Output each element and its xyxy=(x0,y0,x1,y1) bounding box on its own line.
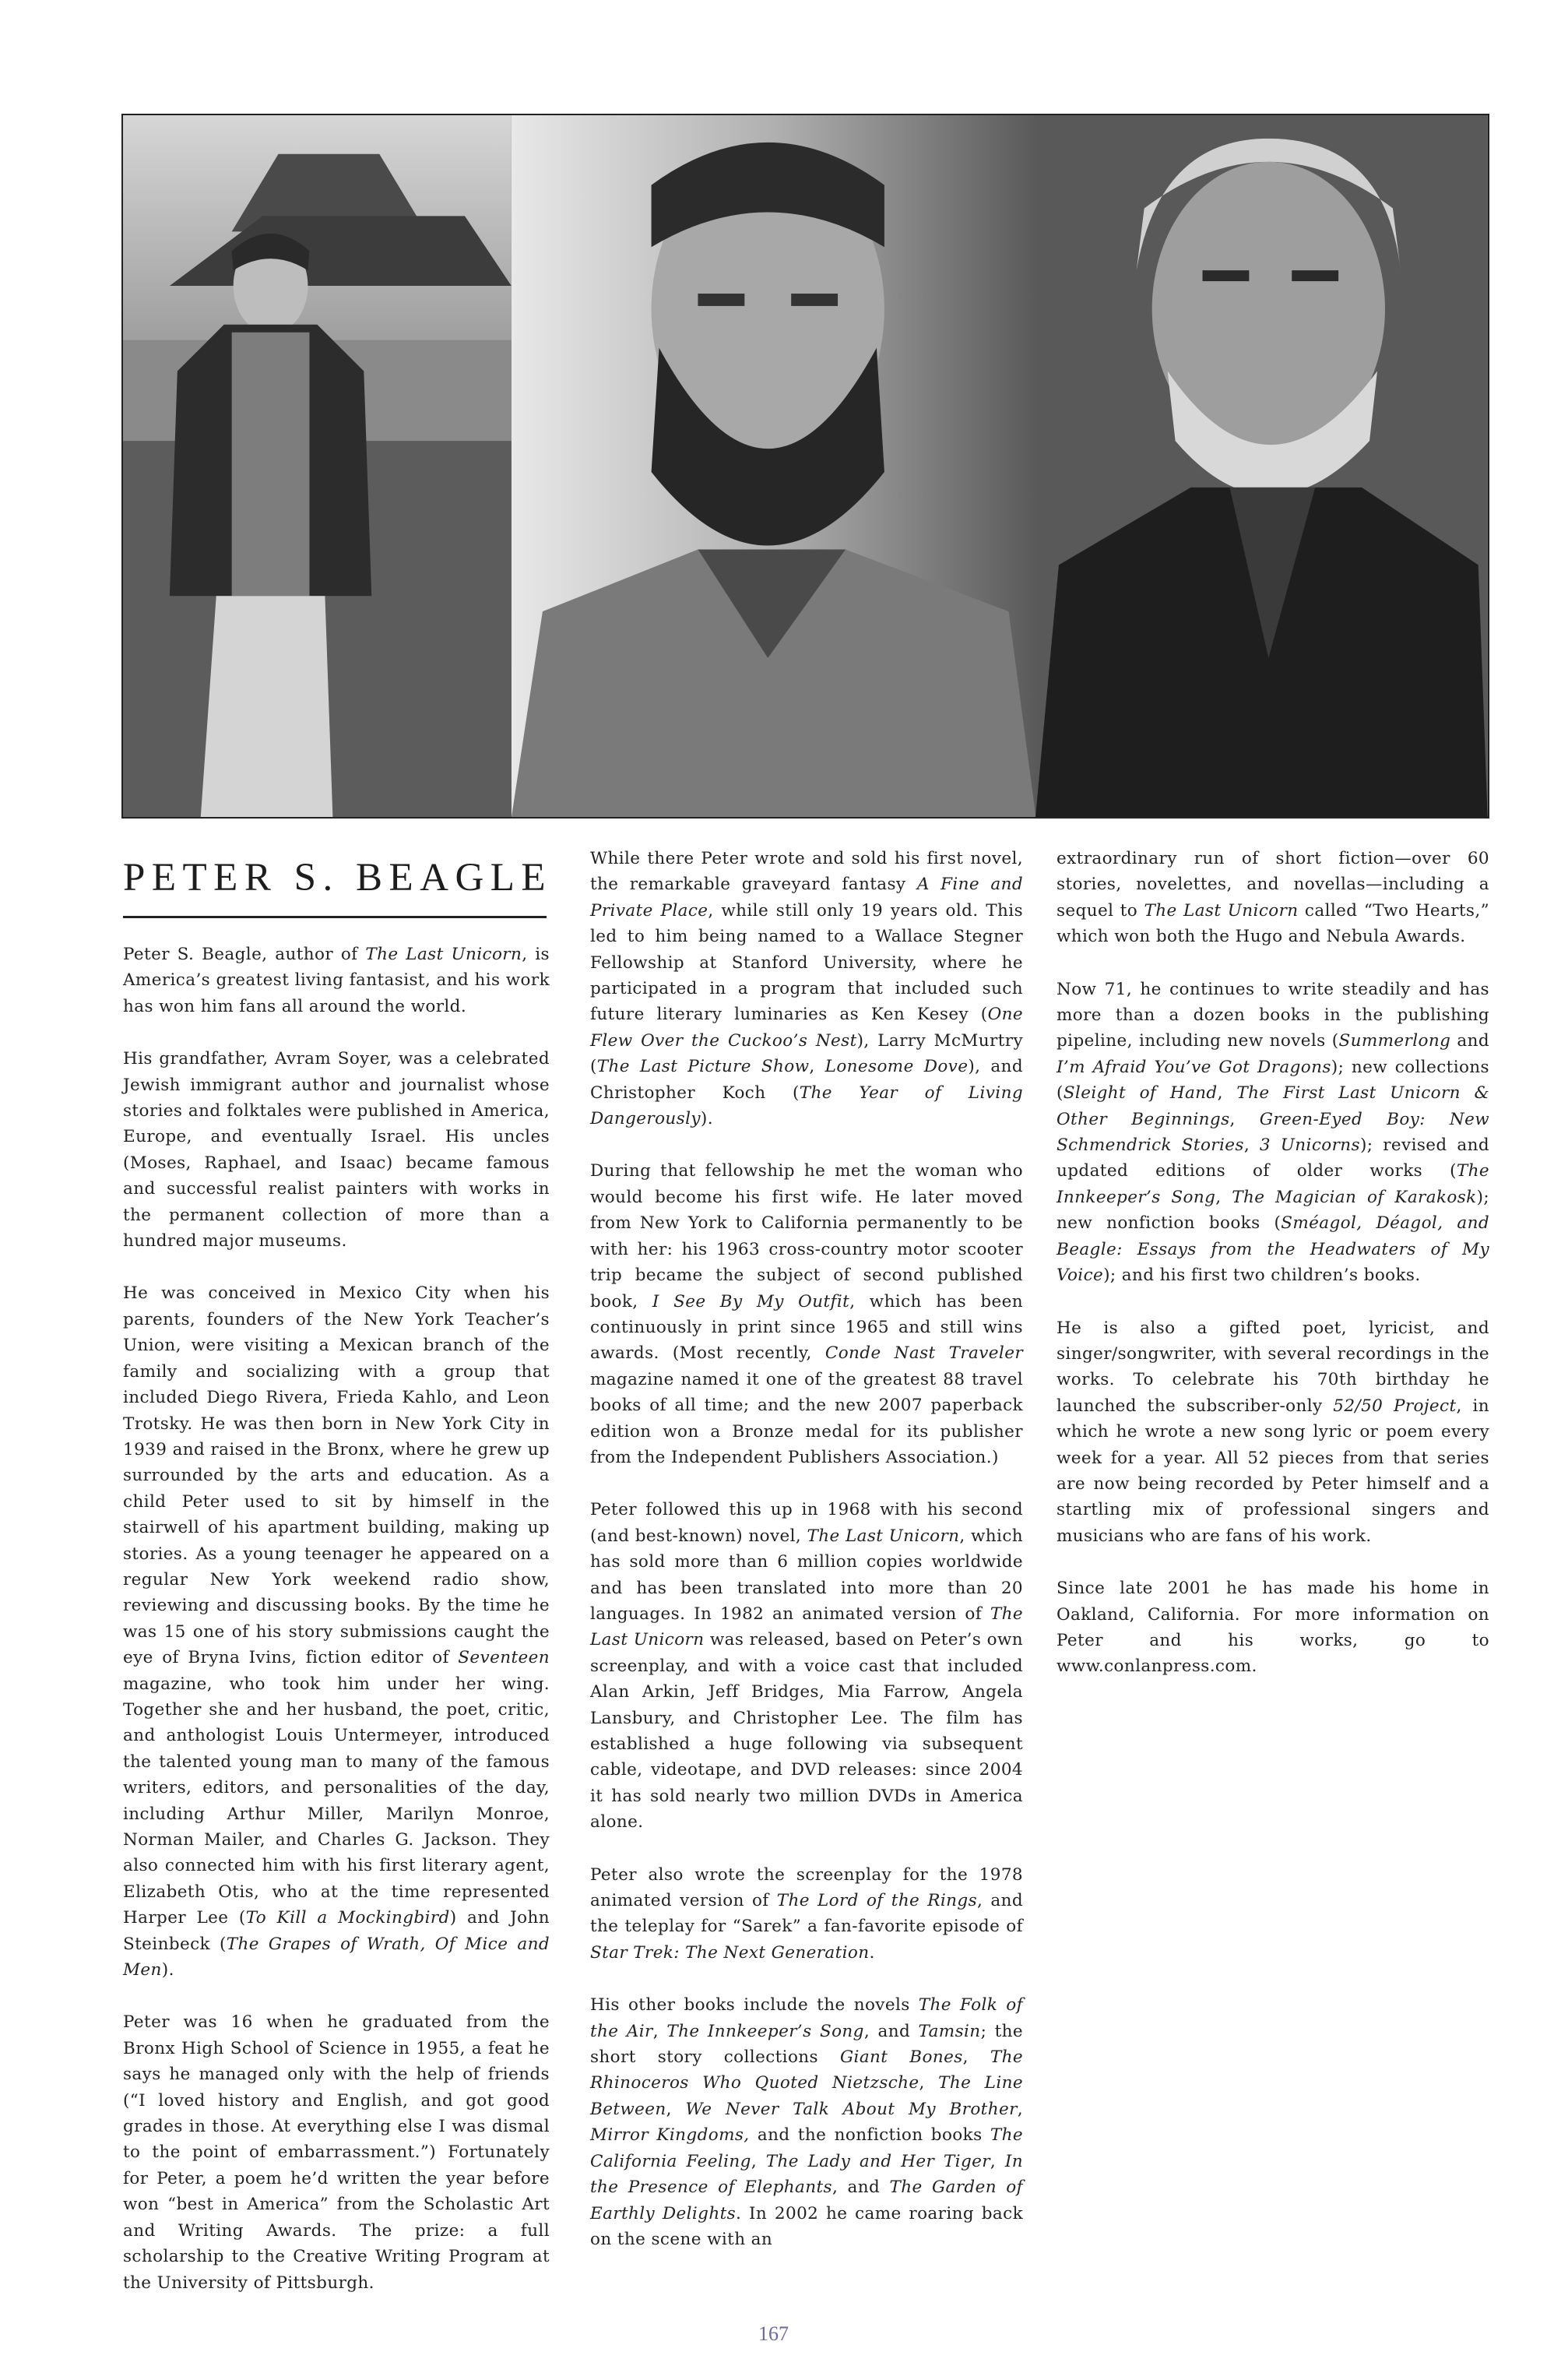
book-title: The Last Unicorn xyxy=(590,1604,1023,1650)
book-title: The Last Picture Show xyxy=(596,1057,810,1077)
intro-paragraph xyxy=(123,942,550,1019)
last-unicorn-paragraph xyxy=(590,1497,1023,1835)
text: magazine, who took him under her wing. Together she and her husband, the poet, critic, and anthologist Louis Untermeyer, introduced the talented young man to many of the famous writers, editors, and personalities of the day, including Arthur Miller, Marilyn Monroe, Norman Mailer, and Charles G. Jackson. They also connected him with his first literary agent, Elizabeth Otis, who at the time represented Harper Lee ( xyxy=(123,1674,550,1928)
film-title: The Lord of the Rings xyxy=(776,1891,978,1911)
music-paragraph xyxy=(1057,1315,1489,1550)
text: extraordinary run of short fiction—over 60 stories, novelettes, and novellas—including a sequel to xyxy=(1057,849,1489,921)
book-title: Lonesome Dove xyxy=(824,1057,969,1077)
column-left xyxy=(123,846,553,2322)
graduation-paragraph: Peter was 16 when he graduated from the Bronx High School of Science in 1955, a feat he says he managed only with the help of friends (“I loved history and English, and got good grades in those. At everything else I was dismal to the point of embarrassment.”) Fortunately for Peter, a poem he’d written the year before won “best in America” from the Scholastic Art and Writing Awards. The prize: a full scholarship to the Creative Writing Program at the University of Pittsburgh. xyxy=(123,2012,550,2293)
text: , xyxy=(1243,1135,1260,1156)
book-title: The First Last Unicorn & Other Beginnings xyxy=(1057,1083,1489,1129)
book-title: A Fine and Private Place xyxy=(590,875,1023,921)
text: Peter also wrote the screenplay for the 1978 animated version of xyxy=(590,1864,1023,1911)
book-title: Green-Eyed Boy: New Schmendrick Stories xyxy=(1057,1109,1490,1156)
text: ; the short story collections xyxy=(590,2021,1024,2068)
other-books-paragraph xyxy=(590,1992,1023,2252)
text: , while still only 19 years old. This led to him being named to a Wallace Stegner Fellowship at Stanford University, where he participated in a program that included such future literary luminaries as Ken Kesey ( xyxy=(590,900,1023,1025)
bearded-beagle-photo xyxy=(512,115,1035,817)
text: , xyxy=(990,2151,1005,2171)
book-title: 3 Unicorns xyxy=(1259,1135,1360,1156)
book-title: Sméagol, Déagol, and Beagle: Essays from the Headwaters of My Voice xyxy=(1057,1213,1489,1286)
text: , in which he wrote a new song lyric or poem every week for a year. All 52 pieces from that series are now being recorded by Peter himself and a startling mix of professional singers and musicians who are fans of his work. xyxy=(1057,1396,1489,1546)
text: , and xyxy=(863,2021,919,2041)
text: , which has sold more than 6 million copies worldwide and has been translated into more than 20 languages. In 1982 an animated version of xyxy=(590,1526,1024,1624)
book-title: The Grapes of Wrath, Of Mice and Men xyxy=(123,1934,550,1980)
short-fiction-paragraph xyxy=(1057,846,1489,950)
text: . xyxy=(869,1942,875,1963)
text: , is America’s greatest living fantasist, and his work has won him fans all around the world. xyxy=(123,945,550,1016)
book-title: I’m Afraid You’ve Got Dragons xyxy=(1057,1057,1331,1077)
book-title: In the Presence of Elephants xyxy=(590,2151,1023,2198)
screenplay-paragraph xyxy=(590,1862,1023,1966)
text: He is also a gifted poet, lyricist, and singer/songwriter, with several recordings in the works. To celebrate his 70th birthday he launched the subscriber-only xyxy=(1057,1318,1489,1416)
text: . In 2002 he came roaring back on the scene with an xyxy=(590,2203,1024,2249)
show-title: Star Trek: The Next Generation xyxy=(590,1942,870,1963)
text: and the nonfiction books xyxy=(749,2125,990,2146)
text: During that fellowship he met the woman who would become his first wife. He later moved from New York to California permanently to be with her: his 1963 cross-country motor scooter trip became the subject of second published book, xyxy=(590,1161,1023,1311)
text: , xyxy=(809,1057,825,1077)
photo-strip xyxy=(121,114,1489,819)
current-work-paragraph xyxy=(1057,977,1489,1289)
book-title: The Rhinoceros Who Quoted Nietzsche xyxy=(590,2047,1023,2093)
text: , xyxy=(1017,2099,1023,2119)
book-title: Sleight of Hand xyxy=(1063,1083,1218,1104)
book-title: The Innkeeper’s Song xyxy=(1057,1161,1489,1207)
text: , xyxy=(1215,1187,1232,1207)
text: and xyxy=(1450,1031,1489,1051)
young-beagle-photo xyxy=(123,115,512,817)
book-title: The Year of Living Dangerously xyxy=(590,1083,1023,1129)
older-beagle-photo xyxy=(1035,115,1488,817)
magazine-title: Seventeen xyxy=(458,1648,550,1668)
book-title: One Flew Over the Cuckoo’s Nest xyxy=(590,1005,1023,1051)
book-title: The Innkeeper’s Song xyxy=(666,2021,864,2041)
magazine-title: Conde Nast Traveler xyxy=(824,1343,1024,1364)
text: Peter S. Beagle, author of xyxy=(123,945,366,964)
text: , and the teleplay for “Sarek” a fan-favorite episode of xyxy=(590,1891,1023,1937)
text: , xyxy=(652,2021,667,2041)
book-title: To Kill a Mockingbird xyxy=(245,1908,450,1928)
text: called “Two Hearts,” which won both the Hugo and Nebula Awards. xyxy=(1057,900,1489,947)
book-title: I See By My Outfit xyxy=(652,1291,850,1311)
text: , xyxy=(919,2073,939,2093)
text: ); revised and updated editions of older works ( xyxy=(1057,1135,1490,1181)
text: ). xyxy=(161,1960,174,1980)
text: , xyxy=(666,2099,686,2119)
text: , and xyxy=(832,2178,890,2198)
text: was released, based on Peter’s own screenplay, and with a voice cast that included Alan Arkin, Jeff Bridges, Mia Farrow, Angela Lansbury, and Christopher Lee. The film has established a huge following via subsequent cable, videotape, and DVD releases: since 2004 it has sold nearly two million DVDs in America alone. xyxy=(590,1630,1023,1833)
text: magazine named it one of the greatest 88 travel books of all time; and the new 2007 paperback edition won a Bronze medal for its publisher from the Independent Publishers Association.) xyxy=(590,1369,1023,1467)
page-number: 167 xyxy=(758,2322,789,2345)
column-middle xyxy=(590,846,1023,2279)
stanford-paragraph xyxy=(590,846,1023,1132)
title-rule xyxy=(123,916,547,918)
text: ) and John Steinbeck ( xyxy=(123,1908,550,1954)
book-title: The Folk of the Air xyxy=(590,1995,1023,2041)
book-title: Mirror Kingdoms, xyxy=(590,2125,750,2146)
early-life-paragraph xyxy=(123,1280,550,1983)
california-paragraph xyxy=(590,1158,1023,1470)
project-title: 52/50 Project xyxy=(1333,1396,1457,1416)
text: While there Peter wrote and sold his first novel, the remarkable graveyard fantasy xyxy=(590,849,1023,895)
text: , xyxy=(1217,1083,1237,1104)
text: ), Larry McMurtry ( xyxy=(590,1030,1023,1077)
text: , xyxy=(1229,1109,1260,1129)
column-right xyxy=(1057,846,1489,1706)
book-title: Summerlong xyxy=(1338,1031,1451,1051)
text: , xyxy=(962,2047,990,2068)
text: , xyxy=(751,2151,766,2171)
book-title: The California Feeling xyxy=(590,2125,1023,2171)
book-title: Giant Bones xyxy=(839,2047,963,2068)
text: Now 71, he continues to write steadily and has more than a dozen books in the publishing pipeline, including new novels ( xyxy=(1057,979,1489,1051)
book-title: The Lady and Her Tiger xyxy=(765,2151,990,2171)
text: ), and Christopher Koch ( xyxy=(590,1057,1023,1103)
text: ). xyxy=(700,1109,713,1129)
book-title: The Last Unicorn xyxy=(1144,900,1299,921)
book-title: We Never Talk About My Brother xyxy=(685,2099,1018,2119)
book-title: The Garden of Earthly Delights xyxy=(590,2178,1023,2223)
text: ); and his first two children’s books. xyxy=(1103,1266,1421,1286)
book-title: Tamsin xyxy=(918,2021,981,2041)
text: , which has been continuously in print since 1965 and still wins awards. (Most recently, xyxy=(590,1291,1024,1364)
family-paragraph: His grandfather, Avram Soyer, was a celebrated Jewish immigrant author and journalist whose stories and folktales were published in America, Europe, and eventually Israel. His uncles (Moses, Raphael, and Isaac) became famous and successful realist painters with works in the permanent collection of more than a hundred major museums. xyxy=(123,1049,550,1252)
text: He was conceived in Mexico City when his parents, founders of the New York Teacher’s Union, were visiting a Mexican branch of the family and socializing with a group that included Diego Rivera, Frieda Kahlo, and Leon Trotsky. He was then born in New York City in 1939 and raised in the Bronx, where he grew up surrounded by the arts and education. As a child Peter used to sit by himself in the stairwell of his apartment building, making up stories. As a young teenager he appeared on a regular New York weekend radio show, reviewing and discussing books. By the time he was 15 one of his story submissions caught the eye of Bryna Ivins, fiction editor of xyxy=(123,1283,550,1668)
book-title: The Last Unicorn xyxy=(365,945,522,964)
book-title: The Last Unicorn xyxy=(807,1526,960,1546)
book-title: The Line Between xyxy=(590,2073,1023,2119)
text: Peter followed this up in 1968 with his second (and best-known) novel, xyxy=(590,1500,1023,1546)
text: His other books include the novels xyxy=(590,1995,919,2016)
book-title: The Magician of Karakosk xyxy=(1232,1187,1477,1207)
text: ); new collections ( xyxy=(1057,1057,1489,1104)
author-name: PETER S. BEAGLE xyxy=(123,856,553,900)
home-paragraph: Since late 2001 he has made his home in Oakland, California. For more information on Peter and his works, go to www.conlanpress.com. xyxy=(1057,1579,1489,1677)
text: ); new nonfiction books ( xyxy=(1057,1187,1490,1234)
